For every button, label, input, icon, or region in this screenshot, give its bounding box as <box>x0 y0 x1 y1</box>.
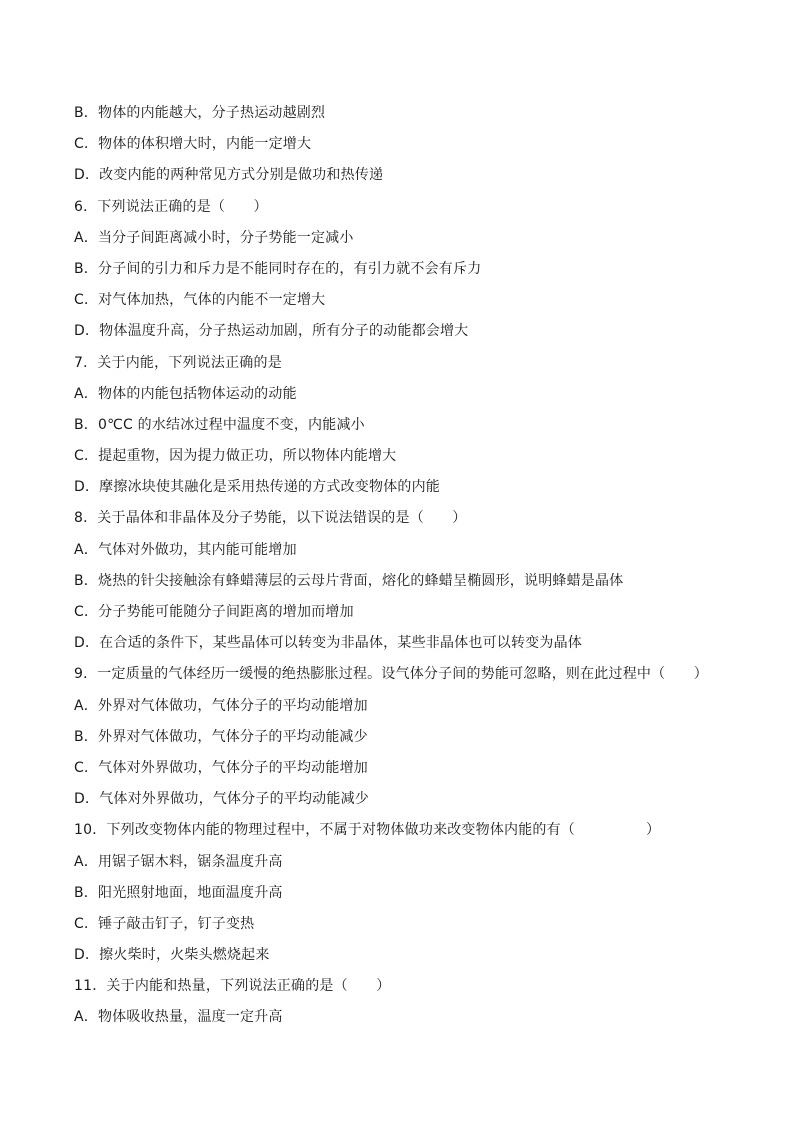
question-stem: 9．一定质量的气体经历一缓慢的绝热膨胀过程。设气体分子间的势能可忽略，则在此过程中（ ） <box>74 666 708 683</box>
option-line: B．烧热的针尖接触涂有蜂蜡薄层的云母片背面，熔化的蜂蜡呈椭圆形，说明蜂蜡是晶体 <box>74 572 624 589</box>
option-line: A．外界对气体做功，气体分子的平均动能增加 <box>74 697 368 714</box>
option-line: A．用锯子锯木料，锯条温度升高 <box>74 853 283 870</box>
option-line: A．物体吸收热量，温度一定升高 <box>74 1009 283 1026</box>
option-line: C．对气体加热，气体的内能不一定增大 <box>74 292 326 309</box>
option-line: C．锤子敲击钉子，钉子变热 <box>74 915 255 932</box>
option-line: B．阳光照射地面，地面温度升高 <box>74 884 283 901</box>
option-line: C．提起重物，因为提力做正功，所以物体内能增大 <box>74 448 397 465</box>
question-stem: 8．关于晶体和非晶体及分子势能，以下说法错误的是（ ） <box>74 510 467 527</box>
option-line: D．摩擦冰块使其融化是采用热传递的方式改变物体的内能 <box>74 479 440 496</box>
option-line: D．改变内能的两种常见方式分别是做功和热传递 <box>74 167 384 184</box>
question-text-block <box>74 100 734 1036</box>
question-stem: 6．下列说法正确的是（ ） <box>74 198 268 215</box>
question-stem: 10．下列改变物体内能的物理过程中，不属于对物体做功来改变物体内能的有（ ） <box>74 822 661 839</box>
option-line: D．气体对外界做功，气体分子的平均动能减少 <box>74 791 369 808</box>
question-stem: 11．关于内能和热量，下列说法正确的是（ ） <box>74 978 391 995</box>
option-line: C．物体的体积增大时，内能一定增大 <box>74 136 312 153</box>
option-line: B．分子间的引力和斥力是不能同时存在的，有引力就不会有斥力 <box>74 260 482 277</box>
question-stem: 7．关于内能，下列说法正确的是 <box>74 354 282 371</box>
option-line: C．分子势能可能随分子间距离的增加而增加 <box>74 604 354 620</box>
option-line: B．物体的内能越大，分子热运动越剧烈 <box>74 105 326 121</box>
option-line: D．在合适的条件下，某些晶体可以转变为非晶体，某些非晶体也可以转变为晶体 <box>74 635 582 652</box>
option-line: B．外界对气体做功，气体分子的平均动能减少 <box>74 728 368 745</box>
option-line: B．0℃C 的水结冰过程中温度不变，内能减小 <box>74 416 365 433</box>
option-line: C．气体对外界做功，气体分子的平均动能增加 <box>74 759 368 776</box>
option-line: A．当分子间距离减小时，分子势能一定减小 <box>74 229 354 246</box>
option-line: A．物体的内能包括物体运动的动能 <box>74 385 297 402</box>
option-line: D．物体温度升高，分子热运动加剧，所有分子的动能都会增大 <box>74 323 469 340</box>
option-line: A．气体对外做功，其内能可能增加 <box>74 541 297 558</box>
option-line: D．擦火柴时，火柴头燃烧起来 <box>74 947 270 964</box>
